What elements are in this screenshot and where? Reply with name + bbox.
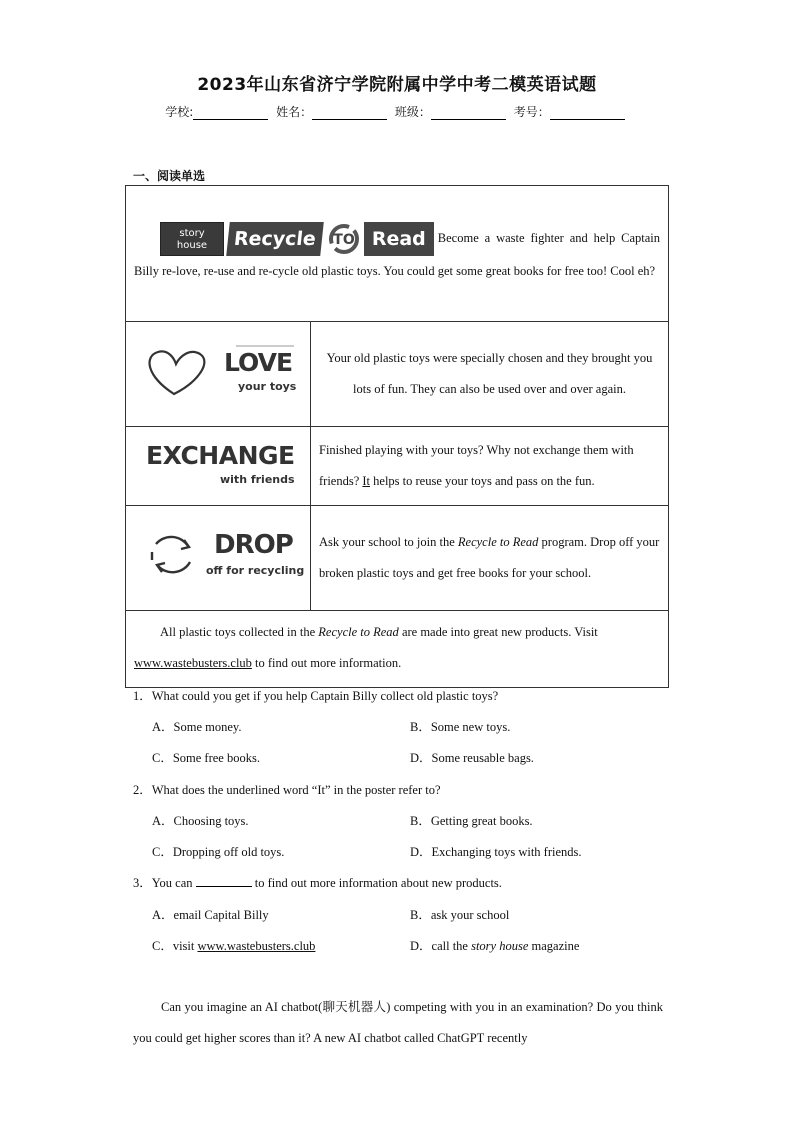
story-house-logo: story house — [160, 222, 224, 256]
exam-no-blank[interactable] — [550, 107, 625, 120]
q3-option-c[interactable]: C．visit www.wastebusters.club — [152, 936, 385, 954]
poster-footer: All plastic toys collected in the Recycle to Read are made into great new products. Visit www.wastebusters.club to find out more information. — [126, 611, 669, 688]
poster-intro-cell — [126, 186, 669, 322]
passage-2-text: Can you imagine an AI chatbot(聊天机器人) competing with you in an examination? Do you think you could get higher scores than it? A new AI chatbot called ChatGPT recently — [133, 1000, 663, 1045]
drop-icon-cell — [126, 506, 311, 611]
q3-option-d[interactable]: D．call the story house magazine — [410, 939, 580, 953]
drop-description: Ask your school to join the Recycle to Read program. Drop off your broken plastic toys and get free books for your school. — [311, 506, 669, 611]
q1-option-b[interactable]: B．Some new toys. — [410, 720, 511, 734]
recycle-logo: Recycle — [226, 222, 323, 256]
q3-option-a[interactable]: A．email Capital Billy — [152, 908, 269, 922]
class-blank[interactable] — [431, 107, 506, 120]
website-link[interactable]: www.wastebusters.club — [134, 656, 252, 670]
question-2-stem: 2．What does the underlined word “It” in the poster refer to? — [133, 783, 441, 797]
underlined-it: It — [362, 474, 371, 488]
school-blank[interactable] — [193, 107, 268, 120]
q2-option-a[interactable]: A．Choosing toys. — [152, 814, 249, 828]
svg-text:TO: TO — [333, 232, 355, 248]
poster-intro-text: Become a waste fighter and help Captain Billy re-love, re-use and re-cycle old plastic toys. You could get some great books for free too! Cool eh? — [134, 230, 660, 278]
class-label: 班级： — [394, 105, 431, 119]
q2-option-b[interactable]: B．Getting great books. — [410, 814, 533, 828]
drop-subtext: off for recycling — [206, 564, 305, 577]
to-arrows-icon — [324, 222, 364, 256]
love-word: LOVE — [224, 348, 293, 377]
answer-blank[interactable] — [196, 874, 252, 887]
q2-option-d[interactable]: D．Exchanging toys with friends. — [410, 845, 582, 859]
student-info-line — [0, 103, 794, 120]
q1-option-a[interactable]: A．Some money. — [152, 720, 242, 734]
exchange-word: EXCHANGE — [146, 441, 295, 470]
love-description: Your old plastic toys were specially chosen and they brought you lots of fun. They can also be used over and over again. — [311, 322, 669, 427]
exchange-icon-cell — [126, 427, 311, 506]
love-icon-cell — [126, 322, 311, 427]
question-1-stem: 1．What could you get if you help Captain Billy collect old plastic toys? — [133, 689, 499, 703]
exam-title: 2023年山东省济宁学院附属中学中考二模英语试题 — [197, 75, 597, 95]
read-logo: Read — [364, 222, 434, 256]
question-3-stem: 3．You can to find out more information about new products. — [133, 876, 502, 890]
love-subtext: your toys — [238, 380, 297, 393]
q3-option-c-link: www.wastebusters.club — [197, 939, 316, 953]
poster-table — [125, 185, 669, 688]
section-title: 一、阅读单选 — [133, 169, 206, 183]
q3-option-b[interactable]: B．ask your school — [410, 908, 510, 922]
drop-word: DROP — [214, 530, 293, 560]
q1-option-d[interactable]: D．Some reusable bags. — [410, 751, 534, 765]
exam-no-label: 考号： — [513, 105, 550, 119]
q1-option-c[interactable]: C．Some free books. — [152, 751, 260, 765]
name-label: 姓名： — [276, 105, 313, 119]
school-label: 学校: — [165, 105, 194, 119]
q2-option-c[interactable]: C．Dropping off old toys. — [152, 845, 285, 859]
exchange-subtext: with friends — [220, 473, 295, 486]
name-blank[interactable] — [312, 107, 387, 120]
exchange-description: Finished playing with your toys? Why not exchange them with friends? It helps to reuse your toys and pass on the fun. — [311, 427, 669, 506]
